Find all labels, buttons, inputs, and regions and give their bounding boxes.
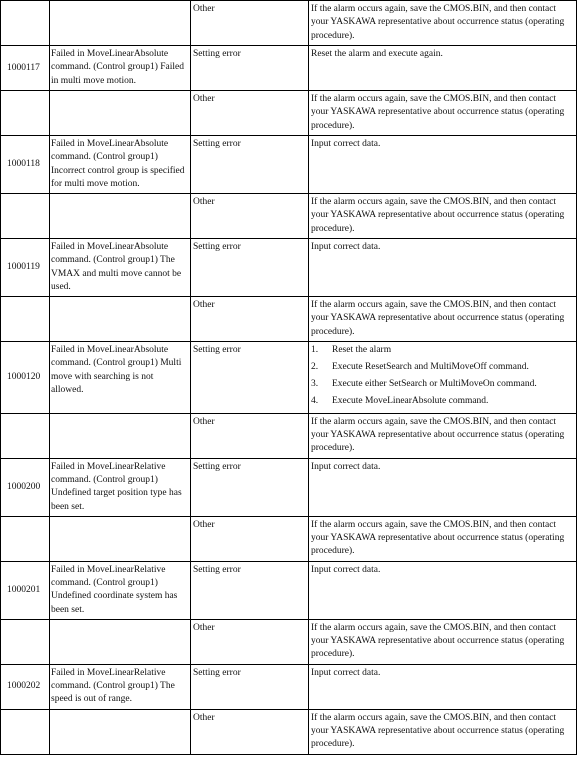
- cause-cell: [50, 709, 191, 754]
- cause-cell: [50, 619, 191, 664]
- alarm-code-cell: 1000202: [1, 664, 50, 709]
- step-number: 1.: [311, 345, 319, 355]
- error-type-cell: Other: [191, 516, 309, 561]
- table-row: [1, 46, 577, 91]
- table-row: [1, 516, 577, 561]
- cause-cell: Failed in MoveLinearRelative command. (Control group1) Undefined target position type has been set.: [50, 458, 191, 516]
- remedy-cell: If the alarm occurs again, save the CMOS.BIN, and then contact your YASKAWA representative about occurrence status (operating procedure).: [309, 516, 577, 561]
- error-type-cell: Setting error: [191, 458, 309, 516]
- table-row: [1, 297, 577, 342]
- table-row: [1, 664, 577, 709]
- step-text: Execute ResetSearch and MultiMoveOff command.: [332, 361, 529, 372]
- table-row: [1, 413, 577, 458]
- remedy-cell: If the alarm occurs again, save the CMOS.BIN, and then contact your YASKAWA representative about occurrence status (operating procedure).: [309, 619, 577, 664]
- table-row: [1, 619, 577, 664]
- step-text: Execute either SetSearch or MultiMoveOn command.: [332, 378, 537, 389]
- cause-cell: Failed in MoveLinearAbsolute command. (Control group1) Incorrect control group is specified for multi move motion.: [50, 136, 191, 194]
- cause-cell: Failed in MoveLinearRelative command. (Control group1) The speed is out of range.: [50, 664, 191, 709]
- table-row: [1, 91, 577, 136]
- error-type-cell: Other: [191, 619, 309, 664]
- alarm-code-cell: [1, 619, 50, 664]
- step-text: Execute MoveLinearAbsolute command.: [332, 395, 489, 406]
- alarm-code-cell: 1000119: [1, 239, 50, 297]
- remedy-step: [311, 344, 574, 357]
- cause-cell: [50, 413, 191, 458]
- remedy-cell: If the alarm occurs again, save the CMOS.BIN, and then contact your YASKAWA representative about occurrence status (operating procedure).: [309, 91, 577, 136]
- error-type-cell: Other: [191, 709, 309, 754]
- step-text: Reset the alarm: [332, 345, 392, 355]
- step-number: 2.: [311, 361, 319, 372]
- remedy-step: [311, 378, 574, 391]
- cause-cell: [50, 297, 191, 342]
- remedy-cell: If the alarm occurs again, save the CMOS.BIN, and then contact your YASKAWA representative about occurrence status (operating procedure).: [309, 709, 577, 754]
- remedy-step: [311, 361, 574, 374]
- alarm-code-cell: [1, 194, 50, 239]
- remedy-cell: [309, 342, 577, 414]
- remedy-step: [311, 395, 574, 408]
- table-row: [1, 239, 577, 297]
- error-type-cell: Setting error: [191, 46, 309, 91]
- step-number: 3.: [311, 378, 319, 389]
- alarm-code-cell: [1, 1, 50, 46]
- cause-cell: Failed in MoveLinearAbsolute command. (Control group1) Failed in multi move motion.: [50, 46, 191, 91]
- remedy-steps-list: [311, 344, 574, 408]
- alarm-code-cell: 1000120: [1, 342, 50, 414]
- error-type-cell: Setting error: [191, 239, 309, 297]
- error-type-cell: Other: [191, 297, 309, 342]
- remedy-cell: Input correct data.: [309, 458, 577, 516]
- table-row: [1, 136, 577, 194]
- remedy-cell: If the alarm occurs again, save the CMOS.BIN, and then contact your YASKAWA representative about occurrence status (operating procedure).: [309, 413, 577, 458]
- error-type-cell: Setting error: [191, 664, 309, 709]
- remedy-cell: If the alarm occurs again, save the CMOS.BIN, and then contact your YASKAWA representative about occurrence status (operating procedure).: [309, 1, 577, 46]
- table-row: [1, 1, 577, 46]
- remedy-cell: Input correct data.: [309, 664, 577, 709]
- error-type-cell: Setting error: [191, 342, 309, 414]
- alarm-code-cell: [1, 516, 50, 561]
- alarm-table-body: [1, 1, 577, 755]
- error-type-cell: Setting error: [191, 561, 309, 619]
- alarm-code-cell: [1, 413, 50, 458]
- error-type-cell: Other: [191, 1, 309, 46]
- alarm-code-cell: 1000201: [1, 561, 50, 619]
- alarm-code-cell: [1, 91, 50, 136]
- cause-cell: [50, 194, 191, 239]
- alarm-code-cell: 1000118: [1, 136, 50, 194]
- table-row: [1, 709, 577, 754]
- cause-cell: Failed in MoveLinearRelative command. (Control group1) Undefined coordinate system has been set.: [50, 561, 191, 619]
- table-row: [1, 342, 577, 414]
- remedy-cell: If the alarm occurs again, save the CMOS.BIN, and then contact your YASKAWA representative about occurrence status (operating procedure).: [309, 297, 577, 342]
- remedy-cell: Input correct data.: [309, 239, 577, 297]
- cause-cell: [50, 91, 191, 136]
- error-type-cell: Other: [191, 413, 309, 458]
- table-row: [1, 458, 577, 516]
- alarm-code-cell: [1, 297, 50, 342]
- alarm-code-cell: 1000200: [1, 458, 50, 516]
- cause-cell: [50, 516, 191, 561]
- error-type-cell: Other: [191, 91, 309, 136]
- remedy-cell: Reset the alarm and execute again.: [309, 46, 577, 91]
- alarm-code-cell: [1, 709, 50, 754]
- remedy-cell: Input correct data.: [309, 136, 577, 194]
- table-row: [1, 194, 577, 239]
- remedy-cell: If the alarm occurs again, save the CMOS.BIN, and then contact your YASKAWA representative about occurrence status (operating procedure).: [309, 194, 577, 239]
- cause-cell: [50, 1, 191, 46]
- error-type-cell: Setting error: [191, 136, 309, 194]
- remedy-cell: Input correct data.: [309, 561, 577, 619]
- cause-cell: Failed in MoveLinearAbsolute command. (Control group1) Multi move with searching is not allowed.: [50, 342, 191, 414]
- alarm-code-cell: 1000117: [1, 46, 50, 91]
- table-row: [1, 561, 577, 619]
- error-type-cell: Other: [191, 194, 309, 239]
- cause-cell: Failed in MoveLinearAbsolute command. (Control group1) The VMAX and multi move cannot be used.: [50, 239, 191, 297]
- step-number: 4.: [311, 395, 319, 406]
